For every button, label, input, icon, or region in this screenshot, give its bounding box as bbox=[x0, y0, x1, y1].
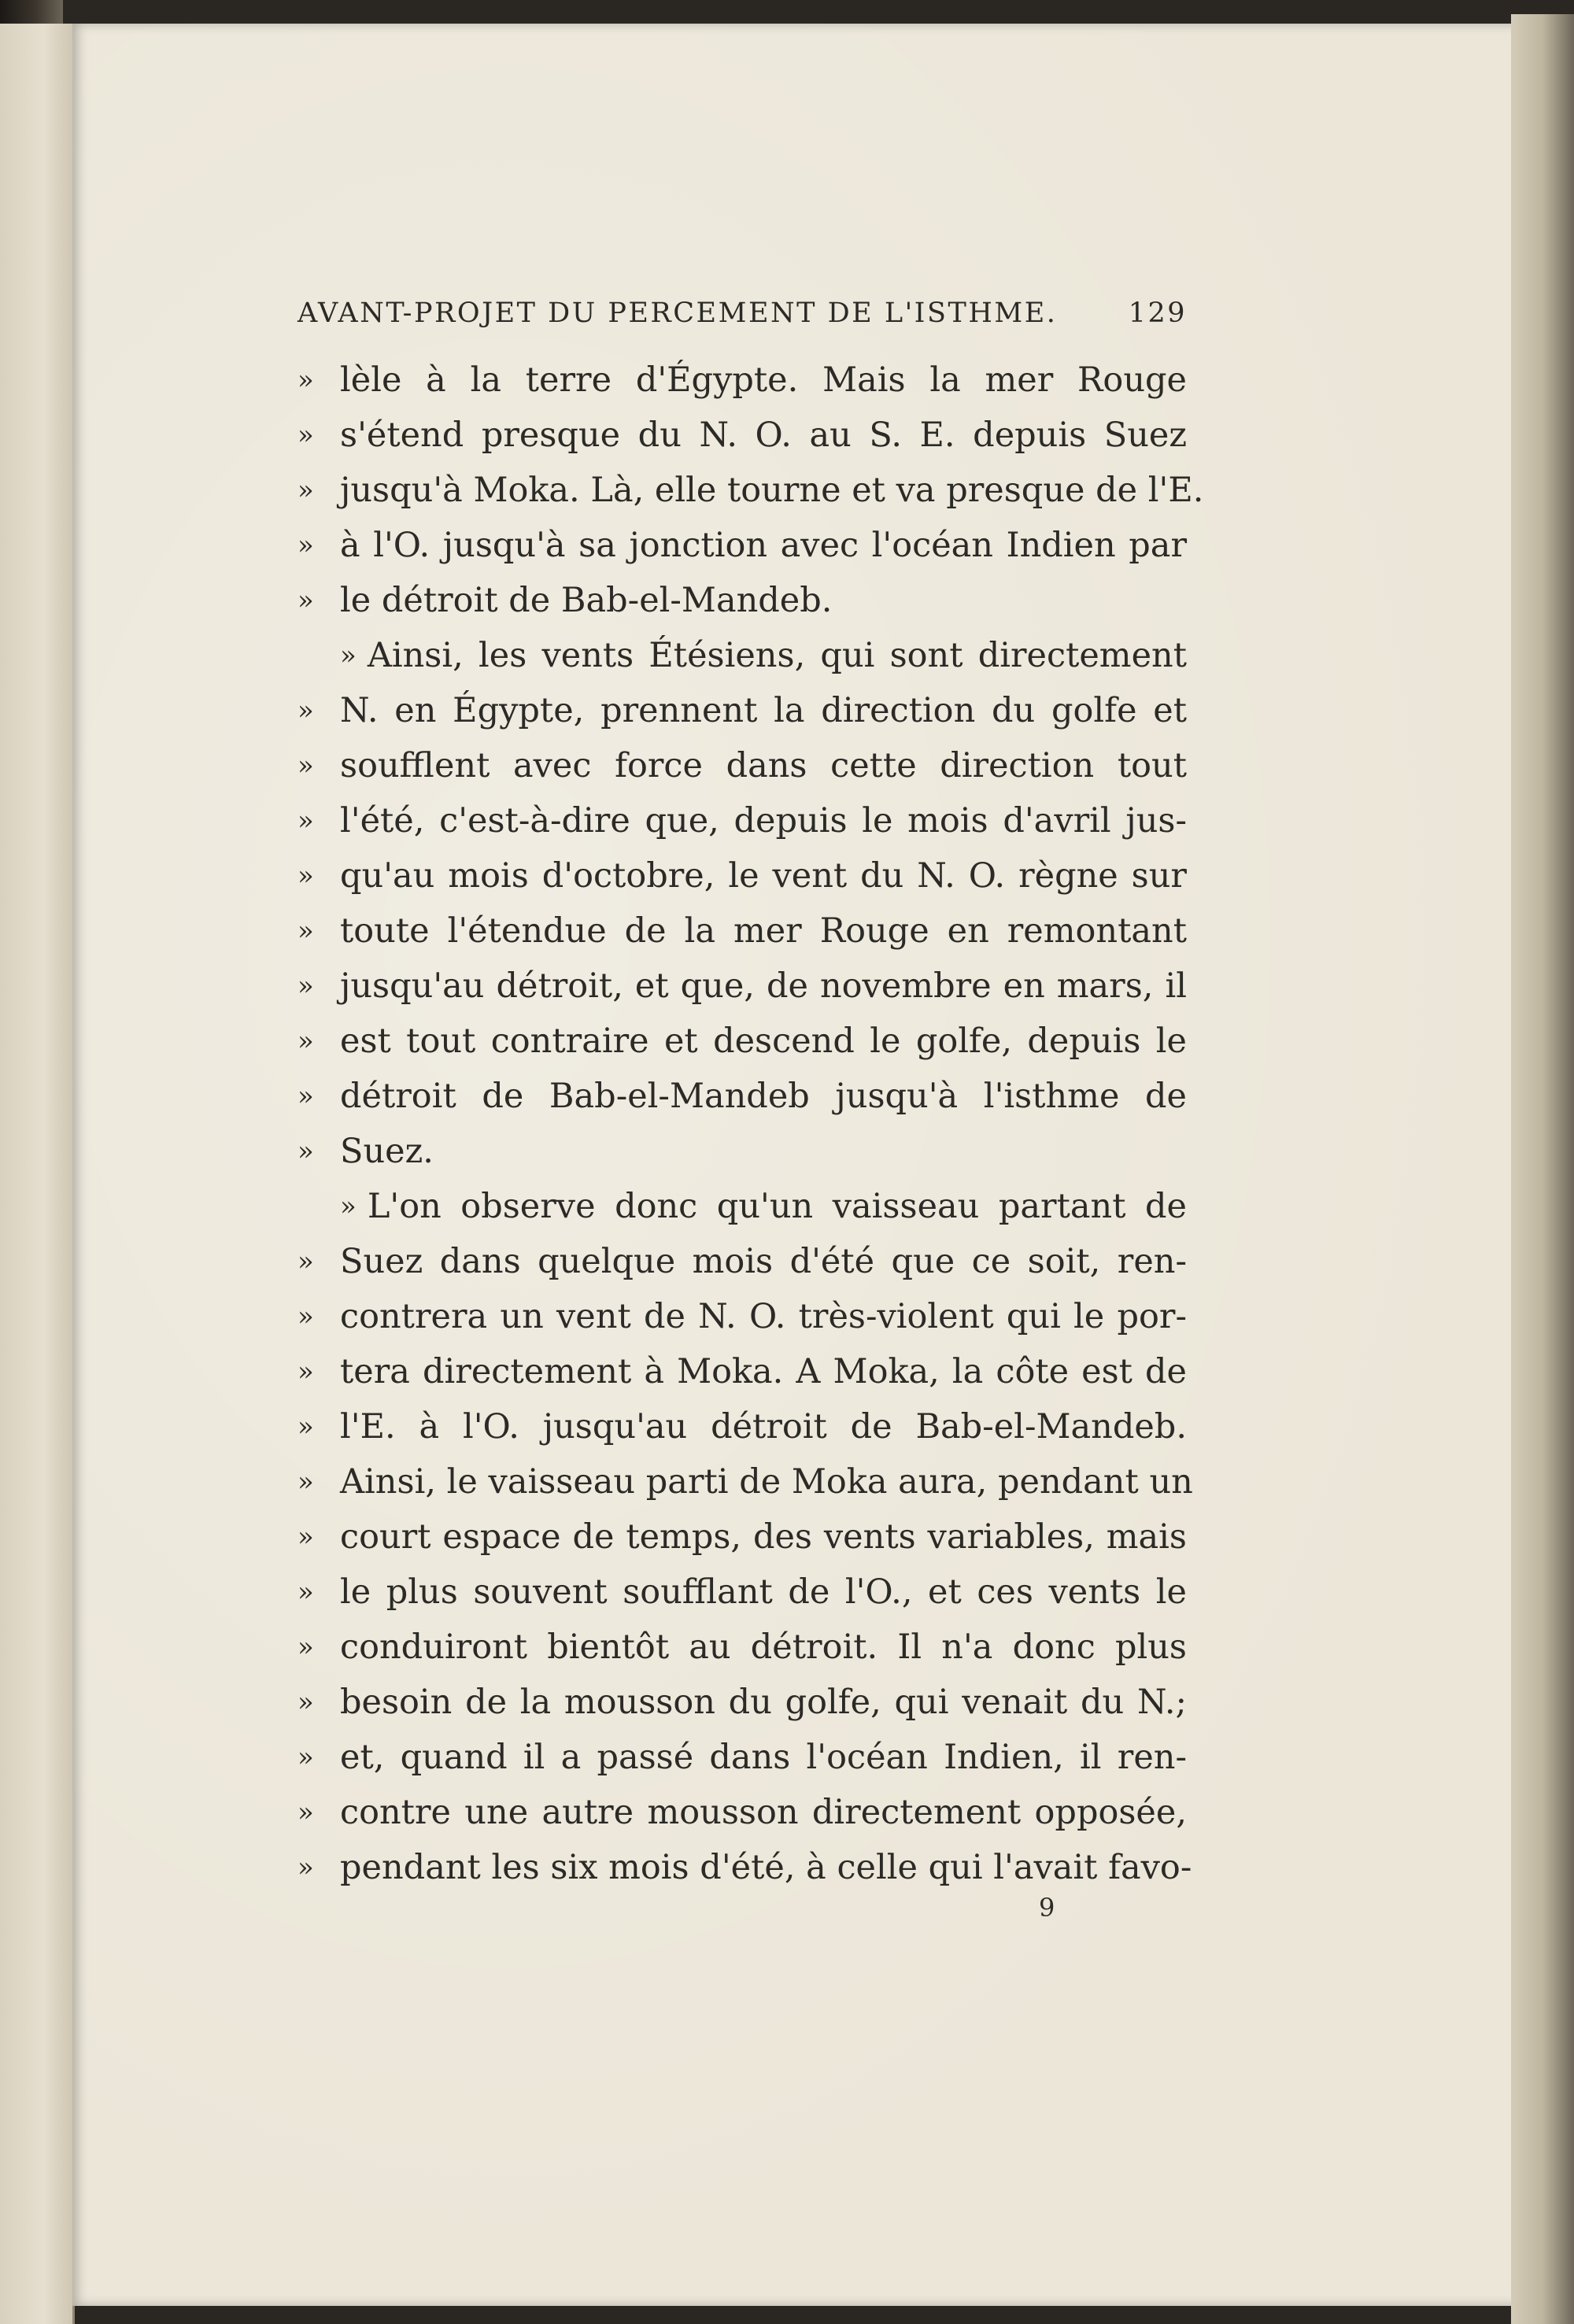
text-line: » toute l'étendue de la mer Rouge en remontant bbox=[297, 903, 1187, 959]
quote-mark: » bbox=[297, 805, 314, 837]
text-line: » qu'au mois d'octobre, le vent du N. O. règne sur bbox=[297, 848, 1187, 903]
quote-mark: » bbox=[297, 1852, 314, 1883]
quote-mark: » bbox=[297, 585, 314, 616]
text-line: » l'E. à l'O. jusqu'au détroit de Bab-el-Mandeb. bbox=[297, 1399, 1187, 1454]
quote-mark: » bbox=[297, 1521, 314, 1553]
quote-mark: » bbox=[297, 1411, 314, 1443]
quote-mark: » bbox=[297, 475, 314, 506]
quote-mark: » bbox=[297, 750, 314, 781]
text-line: » à l'O. jusqu'à sa jonction avec l'océan Indien par bbox=[297, 518, 1187, 573]
text-line: » pendant les six mois d'été, à celle qui l'avait favo- bbox=[297, 1840, 1187, 1895]
quote-mark: » bbox=[297, 915, 314, 947]
page-stack-edge bbox=[1511, 14, 1574, 2324]
text-line: » contrera un vent de N. O. très-violent qui le por- bbox=[297, 1289, 1187, 1344]
text-line: » court espace de temps, des vents variables, mais bbox=[297, 1509, 1187, 1565]
text-line: » s'étend presque du N. O. au S. E. depuis Suez bbox=[297, 408, 1187, 463]
text-line: » N. en Égypte, prennent la direction du golfe et bbox=[297, 683, 1187, 738]
quote-mark: » bbox=[297, 1025, 314, 1057]
quote-mark: » bbox=[297, 1466, 314, 1498]
text-line: » jusqu'à Moka. Là, elle tourne et va presque de l'E. bbox=[297, 463, 1187, 518]
quote-mark: » bbox=[297, 1356, 314, 1387]
quote-mark: » bbox=[297, 364, 314, 396]
text-line: » contre une autre mousson directement opposée, bbox=[297, 1785, 1187, 1840]
text-line: » Suez. bbox=[297, 1124, 1187, 1179]
page-number: 129 bbox=[1128, 297, 1187, 329]
running-title: AVANT-PROJET DU PERCEMENT DE L'ISTHME. bbox=[297, 297, 1058, 329]
quote-mark: » bbox=[297, 530, 314, 561]
signature-mark: 9 bbox=[1039, 1893, 1055, 1923]
quote-mark: » bbox=[297, 695, 314, 726]
text-line: » Suez dans quelque mois d'été que ce soit, ren- bbox=[297, 1234, 1187, 1289]
quote-mark: » bbox=[297, 1081, 314, 1112]
text-line: » Ainsi, le vaisseau parti de Moka aura, pendant un bbox=[297, 1454, 1187, 1509]
facing-page-edge bbox=[0, 24, 75, 2324]
quote-mark: » bbox=[297, 1136, 314, 1167]
quote-mark: » bbox=[297, 970, 314, 1002]
running-header bbox=[297, 297, 1187, 353]
text-line: » soufflent avec force dans cette direction tout bbox=[297, 738, 1187, 793]
text-line: » l'été, c'est-à-dire que, depuis le mois d'avril jus- bbox=[297, 793, 1187, 848]
quote-mark: » bbox=[297, 1301, 314, 1332]
quote-mark: » bbox=[297, 1742, 314, 1773]
quote-mark: » bbox=[297, 1687, 314, 1718]
text-line: » Ainsi, les vents Étésiens, qui sont directement bbox=[297, 628, 1187, 683]
text-line: » conduiront bientôt au détroit. Il n'a donc plus bbox=[297, 1620, 1187, 1675]
quote-mark: » bbox=[297, 419, 314, 451]
text-line: » le détroit de Bab-el-Mandeb. bbox=[297, 573, 1187, 628]
text-line: » L'on observe donc qu'un vaisseau partant de bbox=[297, 1179, 1187, 1234]
text-line: » le plus souvent soufflant de l'O., et ces vents le bbox=[297, 1565, 1187, 1620]
quote-mark: » bbox=[297, 1631, 314, 1663]
quote-mark: » bbox=[340, 640, 357, 671]
text-line: » jusqu'au détroit, et que, de novembre en mars, il bbox=[297, 959, 1187, 1014]
quote-mark: » bbox=[297, 1246, 314, 1277]
quote-mark: » bbox=[297, 1797, 314, 1828]
text-line: » est tout contraire et descend le golfe, depuis le bbox=[297, 1014, 1187, 1069]
text-line: » lèle à la terre d'Égypte. Mais la mer Rouge bbox=[297, 353, 1187, 408]
text-line: » et, quand il a passé dans l'océan Indien, il ren- bbox=[297, 1730, 1187, 1785]
text-line: » besoin de la mousson du golfe, qui venait du N.; bbox=[297, 1675, 1187, 1730]
quote-mark: » bbox=[297, 1576, 314, 1608]
quote-mark: » bbox=[340, 1191, 357, 1222]
quote-mark: » bbox=[297, 860, 314, 892]
text-block bbox=[297, 297, 1204, 1895]
text-line: » détroit de Bab-el-Mandeb jusqu'à l'isthme de bbox=[297, 1069, 1187, 1124]
text-line: » tera directement à Moka. A Moka, la côte est de bbox=[297, 1344, 1187, 1399]
